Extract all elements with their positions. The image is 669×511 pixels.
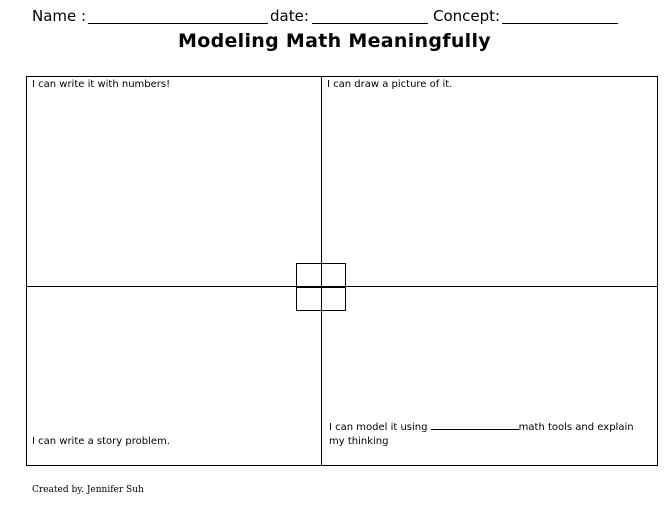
name-label: Name :	[32, 7, 87, 25]
model-suffix: math tools and explain	[518, 422, 634, 433]
concept-label: Concept:	[433, 7, 501, 25]
center-square-hline	[297, 287, 345, 288]
math-tools-blank[interactable]	[431, 420, 519, 430]
title-text: Modeling Math Meaningfully	[178, 30, 491, 52]
date-blank[interactable]	[312, 23, 428, 24]
model-line2: my thinking	[329, 436, 389, 447]
four-square-grid	[26, 76, 658, 466]
model-prefix: I can model it using	[329, 422, 428, 433]
quadrant-top-right-label: I can draw a picture of it.	[327, 79, 453, 90]
center-square	[296, 263, 346, 311]
quadrant-bottom-right-label	[329, 420, 654, 449]
author-credit: Created by. Jennifer Suh	[32, 485, 144, 495]
concept-blank[interactable]	[502, 23, 618, 24]
worksheet-header	[32, 4, 662, 30]
date-label: date:	[270, 7, 309, 25]
quadrant-bottom-left-label: I can write a story problem.	[32, 436, 170, 447]
worksheet-title	[0, 30, 669, 52]
quadrant-top-left-label: I can write it with numbers!	[32, 79, 171, 90]
name-blank[interactable]	[88, 23, 268, 24]
